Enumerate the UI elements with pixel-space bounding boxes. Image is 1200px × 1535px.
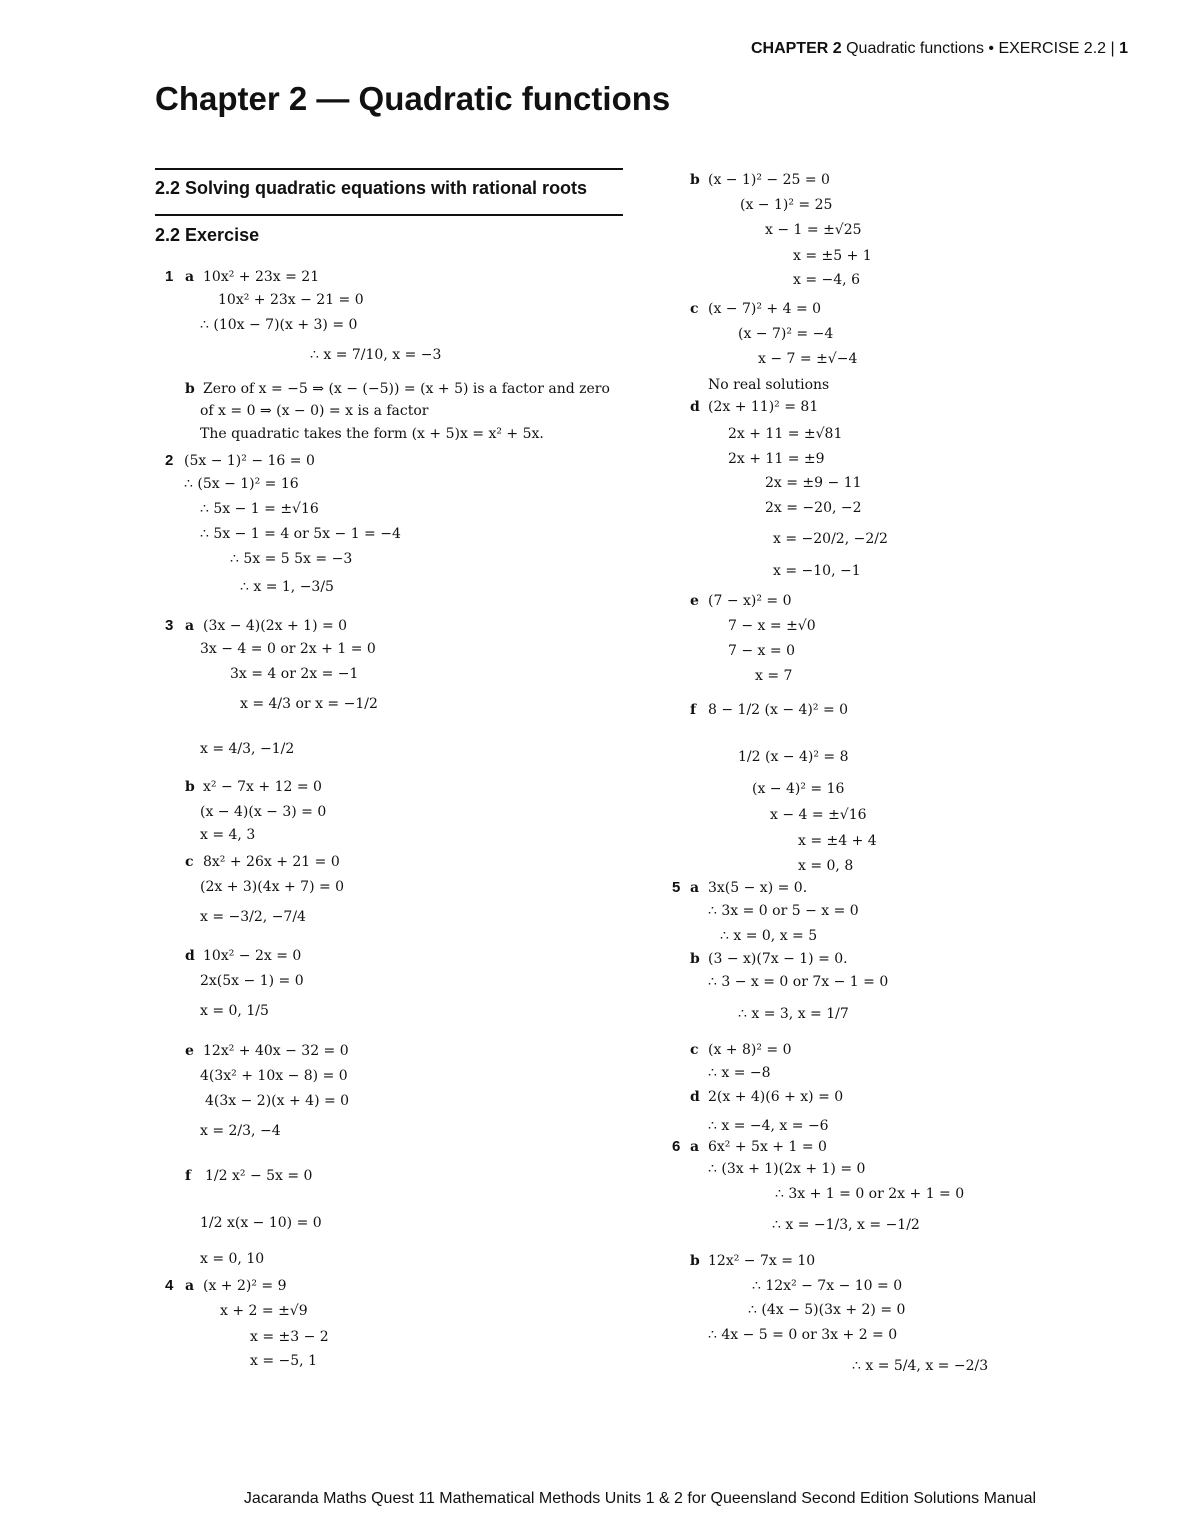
- part-label: f: [690, 702, 697, 718]
- solution-line: ∴ x = 3, x = 1/7: [738, 1006, 849, 1022]
- solution-line: x = ±3 − 2: [250, 1329, 329, 1345]
- part-label: a: [185, 618, 195, 634]
- solution-line: x + 2 = ±√9: [220, 1303, 308, 1319]
- solution-line: (x − 1)² = 25: [740, 197, 833, 213]
- solution-line: ∴ 5x − 1 = 4 or 5x − 1 = −4: [200, 526, 401, 542]
- solution-line: (x − 4)(x − 3) = 0: [200, 804, 327, 820]
- solution-line: ∴ (4x − 5)(3x + 2) = 0: [748, 1302, 906, 1318]
- solution-line: x = 7: [755, 668, 793, 684]
- part-label: c: [185, 854, 194, 870]
- solution-line: x = −3/2, −7/4: [200, 909, 306, 925]
- section-title: 2.2 Solving quadratic equations with rational roots: [155, 178, 588, 198]
- part-label: c: [690, 301, 699, 317]
- solution-line: 1/2 x² − 5x = 0: [205, 1168, 313, 1184]
- page-number: 1: [1119, 40, 1128, 57]
- solution-line: ∴ (3x + 1)(2x + 1) = 0: [708, 1161, 866, 1177]
- solution-line: 1/2 x(x − 10) = 0: [200, 1215, 322, 1231]
- solution-line: 12x² + 40x − 32 = 0: [203, 1043, 349, 1059]
- exercise-title: 2.2 Exercise: [155, 225, 260, 245]
- question-number: 3: [165, 617, 174, 634]
- solution-line: x = ±5 + 1: [793, 248, 872, 264]
- part-label: a: [690, 880, 700, 896]
- part-label: d: [690, 399, 700, 415]
- solution-line: x = −4, 6: [793, 272, 860, 288]
- solution-line: 7 − x = 0: [728, 643, 795, 659]
- section-rule-top: [155, 168, 623, 170]
- solution-line: ∴ 3 − x = 0 or 7x − 1 = 0: [708, 974, 889, 990]
- section-rule-bottom: [155, 214, 623, 216]
- solution-line: x = −5, 1: [250, 1353, 317, 1369]
- solution-line: ∴ x = 1, −3/5: [240, 579, 334, 595]
- solution-line: (7 − x)² = 0: [708, 593, 792, 609]
- part-label: b: [185, 381, 195, 397]
- question-number: 5: [672, 879, 681, 896]
- part-label: e: [690, 593, 699, 609]
- solution-line: (x + 2)² = 9: [203, 1278, 287, 1294]
- solution-line: ∴ x = 5/4, x = −2/3: [852, 1358, 989, 1374]
- solution-line: x = 4/3 or x = −1/2: [240, 696, 378, 712]
- header-chapter: CHAPTER 2: [750, 40, 842, 57]
- solution-line: 3x − 4 = 0 or 2x + 1 = 0: [200, 641, 376, 657]
- solution-line: (3x − 4)(2x + 1) = 0: [203, 618, 348, 634]
- solution-line: (x − 7)² = −4: [738, 326, 834, 342]
- part-label: b: [185, 779, 195, 795]
- solution-line: (x − 4)² = 16: [752, 781, 845, 797]
- solution-line: ∴ 3x + 1 = 0 or 2x + 1 = 0: [775, 1186, 965, 1202]
- solution-line: 10x² − 2x = 0: [203, 948, 302, 964]
- solution-line: x − 1 = ±√25: [765, 222, 862, 238]
- solution-line: x = 0, 8: [798, 858, 854, 874]
- solution-line: 2x + 11 = ±√81: [728, 426, 843, 442]
- solution-line: 10x² + 23x − 21 = 0: [218, 292, 364, 308]
- solution-line: 10x² + 23x = 21: [203, 269, 320, 285]
- question-number: 4: [165, 1277, 174, 1294]
- solution-line: (x − 1)² − 25 = 0: [708, 172, 830, 188]
- part-label: a: [185, 269, 195, 285]
- solution-line: ∴ x = −4, x = −6: [708, 1118, 829, 1134]
- chapter-title: Chapter 2 — Quadratic functions: [155, 80, 671, 117]
- solution-line: (3 − x)(7x − 1) = 0.: [708, 951, 848, 967]
- solution-line: 2x = ±9 − 11: [765, 475, 862, 491]
- solution-line: 8 − 1/2 (x − 4)² = 0: [708, 702, 849, 718]
- part-label: a: [690, 1139, 700, 1155]
- solution-line: ∴ 4x − 5 = 0 or 3x + 2 = 0: [708, 1327, 898, 1343]
- solution-line: 4(3x² + 10x − 8) = 0: [200, 1068, 348, 1084]
- solution-line: x² − 7x + 12 = 0: [203, 779, 322, 795]
- solution-line: ∴ 3x = 0 or 5 − x = 0: [708, 903, 859, 919]
- question-number: 2: [165, 452, 174, 469]
- part-label: f: [185, 1168, 192, 1184]
- solution-line: ∴ x = 7/10, x = −3: [310, 347, 442, 363]
- solution-line: x = 2/3, −4: [200, 1123, 281, 1139]
- solution-line: (5x − 1)² − 16 = 0: [184, 453, 315, 469]
- solution-line: The quadratic takes the form (x + 5)x = x² + 5x.: [200, 426, 544, 442]
- solution-line: x − 4 = ±√16: [770, 807, 867, 823]
- part-label: c: [690, 1042, 699, 1058]
- solution-line: x = ±4 + 4: [798, 833, 877, 849]
- solution-line: 7 − x = ±√0: [728, 618, 816, 634]
- solution-line: 3x = 4 or 2x = −1: [230, 666, 359, 682]
- question-number: 6: [672, 1138, 681, 1155]
- solution-line: 2x + 11 = ±9: [728, 451, 825, 467]
- running-header: [751, 40, 1128, 58]
- solution-line: ∴ x = −1/3, x = −1/2: [772, 1217, 920, 1233]
- solution-line: of x = 0 ⇒ (x − 0) = x is a factor: [200, 403, 429, 419]
- solution-line: 2x(5x − 1) = 0: [200, 973, 304, 989]
- solution-line: (2x + 11)² = 81: [708, 399, 819, 415]
- solution-line: ∴ 12x² − 7x − 10 = 0: [752, 1278, 903, 1294]
- solution-line: 1/2 (x − 4)² = 8: [738, 749, 849, 765]
- part-label: d: [185, 948, 195, 964]
- part-label: d: [690, 1089, 700, 1105]
- solution-line: 3x(5 − x) = 0.: [708, 880, 808, 896]
- part-label: b: [690, 172, 700, 188]
- solution-line: ∴ 5x − 1 = ±√16: [200, 501, 319, 517]
- solution-line: x = 0, 1/5: [200, 1003, 269, 1019]
- solution-line: x = 4/3, −1/2: [200, 741, 295, 757]
- solution-line: 2x = −20, −2: [765, 500, 862, 516]
- question-number: 1: [165, 268, 174, 285]
- solution-line: 4(3x − 2)(x + 4) = 0: [205, 1093, 350, 1109]
- solution-line: 8x² + 26x + 21 = 0: [203, 854, 340, 870]
- solution-line: No real solutions: [708, 377, 830, 393]
- solution-line: x = 0, 10: [200, 1251, 265, 1267]
- solution-line: ∴ (10x − 7)(x + 3) = 0: [200, 317, 358, 333]
- header-text: Quadratic functions • EXERCISE 2.2 |: [841, 40, 1120, 57]
- solution-line: x − 7 = ±√−4: [758, 351, 858, 367]
- part-label: e: [185, 1043, 194, 1059]
- solution-line: ∴ 5x = 5 5x = −3: [230, 551, 353, 567]
- solution-line: Zero of x = −5 ⇒ (x − (−5)) = (x + 5) is a factor and zero: [203, 381, 610, 397]
- solution-line: ∴ (5x − 1)² = 16: [184, 476, 299, 492]
- solution-line: 2(x + 4)(6 + x) = 0: [708, 1089, 844, 1105]
- solution-line: x = −20/2, −2/2: [773, 531, 888, 547]
- solution-line: (x − 7)² + 4 = 0: [708, 301, 822, 317]
- solution-line: 6x² + 5x + 1 = 0: [708, 1139, 827, 1155]
- part-label: b: [690, 951, 700, 967]
- footer: Jacaranda Maths Quest 11 Mathematical Methods Units 1 & 2 for Queensland Second Edition Solutions Manual: [243, 1490, 1037, 1507]
- solution-line: 12x² − 7x = 10: [708, 1253, 816, 1269]
- part-label: a: [185, 1278, 195, 1294]
- part-label: b: [690, 1253, 700, 1269]
- solution-line: x = −10, −1: [773, 563, 861, 579]
- solution-line: ∴ x = −8: [708, 1065, 771, 1081]
- solution-line: ∴ x = 0, x = 5: [720, 928, 818, 944]
- solution-line: (2x + 3)(4x + 7) = 0: [200, 879, 345, 895]
- solution-line: (x + 8)² = 0: [708, 1042, 792, 1058]
- solution-line: x = 4, 3: [200, 827, 256, 843]
